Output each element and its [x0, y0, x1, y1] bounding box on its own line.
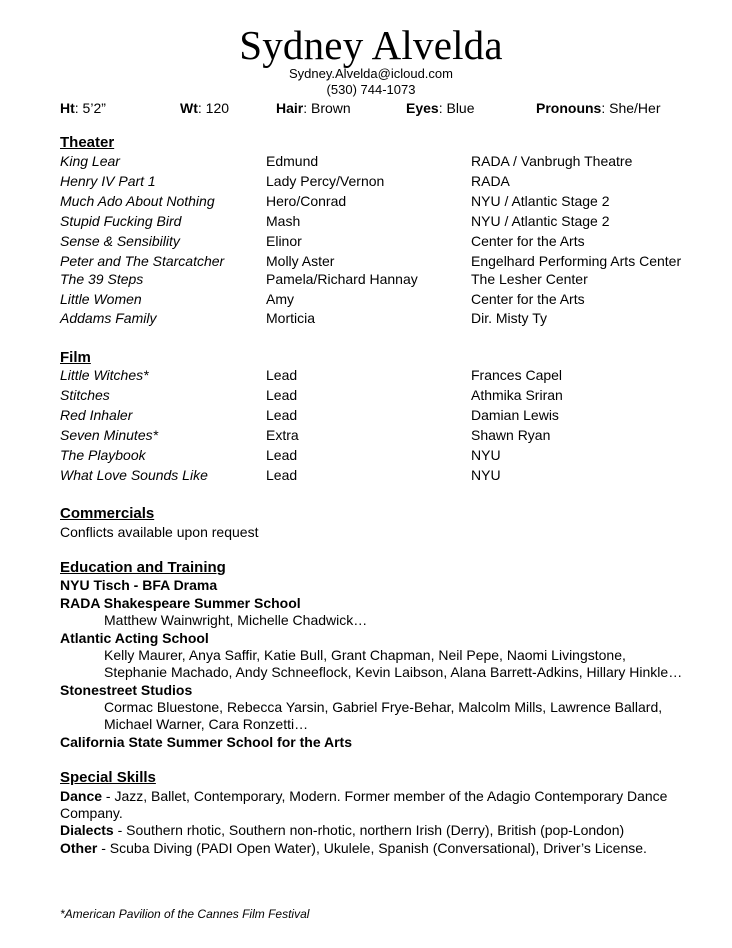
stat-height: Ht: 5’2” [60, 100, 106, 116]
theater-row: Addams Family Morticia Dir. Misty Ty [60, 310, 547, 326]
skill-other: Other - Scuba Diving (PADI Open Water), Ukulele, Spanish (Conversational), Driver’s License. [60, 840, 647, 856]
rada-teachers: Matthew Wainwright, Michelle Chadwick… [104, 612, 368, 628]
school-nyu: NYU Tisch - BFA Drama [60, 577, 218, 593]
theater-row: Peter and The Starcatcher Molly Aster Engelhard Performing Arts Center [60, 253, 682, 269]
school-california: California State Summer School for the Arts [60, 734, 352, 750]
theater-row: Stupid Fucking Bird Mash NYU / Atlantic Stage 2 [60, 213, 610, 229]
commercials-heading: Commercials [60, 505, 155, 522]
film-heading: Film [60, 349, 91, 366]
education-heading: Education and Training [60, 559, 226, 576]
actor-name: Sydney Alvelda [239, 22, 503, 68]
stat-eyes: Eyes: Blue [406, 100, 475, 116]
atlantic-teachers-line-1: Kelly Maurer, Anya Saffir, Katie Bull, Grant Chapman, Neil Pepe, Naomi Livingstone, [104, 647, 626, 663]
phone-number: (530) 744-1073 [326, 82, 416, 97]
film-row: What Love Sounds Like Lead NYU [60, 467, 501, 483]
film-row: The Playbook Lead NYU [60, 447, 501, 463]
commercials-text: Conflicts available upon request [60, 524, 259, 540]
film-row: Stitches Lead Athmika Sriran [60, 387, 563, 403]
footnote: *American Pavilion of the Cannes Film Festival [60, 907, 310, 921]
school-stonestreet: Stonestreet Studios [60, 682, 193, 698]
theater-row: Henry IV Part 1 Lady Percy/Vernon RADA [60, 173, 510, 189]
theater-row: Much Ado About Nothing Hero/Conrad NYU / Atlantic Stage 2 [60, 193, 610, 209]
stat-pronouns: Pronouns: She/Her [536, 100, 661, 116]
school-rada: RADA Shakespeare Summer School [60, 595, 301, 611]
theater-row: King Lear Edmund RADA / Vanbrugh Theatre [60, 153, 633, 169]
skill-dialects: Dialects - Southern rhotic, Southern non-rhotic, northern Irish (Derry), British (pop-London) [60, 822, 625, 838]
film-row: Red Inhaler Lead Damian Lewis [60, 407, 559, 423]
theater-row: The 39 Steps Pamela/Richard Hannay The Lesher Center [60, 271, 588, 287]
theater-row: Little Women Amy Center for the Arts [60, 291, 585, 307]
email-address: Sydney.Alvelda@icloud.com [289, 66, 453, 81]
stonestreet-teachers-line-2: Michael Warner, Cara Ronzetti… [104, 716, 309, 732]
film-row: Seven Minutes* Extra Shawn Ryan [60, 427, 551, 443]
stonestreet-teachers-line-1: Cormac Bluestone, Rebecca Yarsin, Gabriel Frye-Behar, Malcolm Mills, Lawrence Ballard, [104, 699, 663, 715]
skills-heading: Special Skills [60, 769, 156, 786]
stat-hair: Hair: Brown [276, 100, 351, 116]
atlantic-teachers-line-2: Stephanie Machado, Andy Schneeflock, Kevin Laibson, Alana Barrett-Adkins, Hillary Hinkle… [104, 664, 683, 680]
school-atlantic: Atlantic Acting School [60, 630, 209, 646]
theater-heading: Theater [60, 134, 115, 151]
physical-stats [60, 99, 732, 117]
stat-weight: Wt: 120 [180, 100, 230, 116]
film-row: Little Witches* Lead Frances Capel [60, 367, 563, 383]
skill-dance: Dance - Jazz, Ballet, Contemporary, Modern. Former member of the Adagio Contemporary Dance Company. [60, 788, 668, 821]
theater-row: Sense & Sensibility Elinor Center for the Arts [60, 233, 585, 249]
